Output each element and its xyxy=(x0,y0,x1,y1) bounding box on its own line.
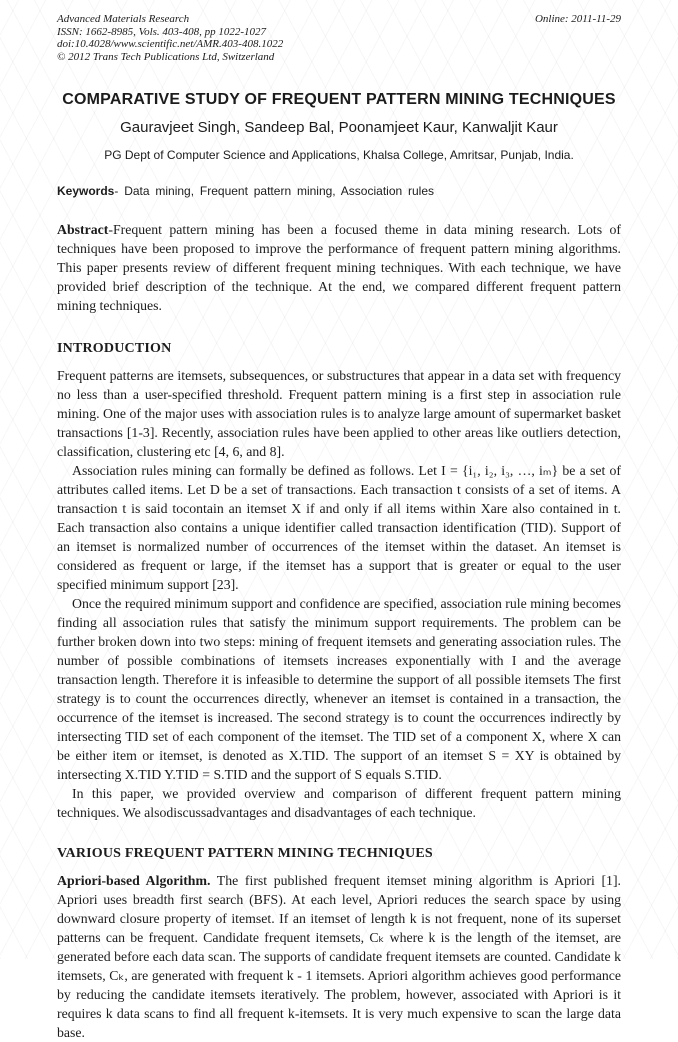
journal-name: Advanced Materials Research xyxy=(57,13,190,25)
intro-paragraph-1: Frequent patterns are itemsets, subsequences, or substructures that appear in a data set with frequency no less than a user-specified threshold. Frequent pattern mining is a first step in association rule mining. One of the major uses with association rules is to analyze large amount of supermarket basket transactions [1-3]. Recently, association rules have been applied to other areas like outliers detection, classification, clustering etc [4, 6, and 8]. xyxy=(57,368,621,459)
authors-line: Gauravjeet Singh, Sandeep Bal, Poonamjeet Kaur, Kanwaljit Kaur xyxy=(120,119,558,136)
keywords-line xyxy=(57,184,621,199)
affiliation-line: PG Dept of Computer Science and Applications, Khalsa College, Amritsar, Punjab, India. xyxy=(104,148,574,162)
keywords-text: - Data mining, Frequent pattern mining, Association rules xyxy=(114,184,435,198)
doi-line: doi:10.4028/www.scientific.net/AMR.403-408.1022 xyxy=(57,38,284,50)
apriori-paragraph xyxy=(57,871,621,1042)
journal-masthead xyxy=(57,13,621,63)
apriori-algorithm-label: Apriori-based Algorithm. xyxy=(57,873,211,888)
issn-volume-line: ISSN: 1662-8985, Vols. 403-408, pp 1022-1027 xyxy=(57,25,266,38)
abstract-label: Abstract xyxy=(57,222,109,237)
masthead-left-block xyxy=(57,13,283,63)
apriori-algorithm-text: The first published frequent itemset mining algorithm is Apriori [1]. Apriori uses breadth first search (BFS). At each level, Apriori reduces the search space by using downward closure property of itemset. If an itemset of length k is not frequent, none of its superset patterns can be frequent. Candidate frequent itemsets, Cₖ where k is the length of the itemset, are generated before each data scan. The supports of candidate frequent itemsets are counted. Candidate k itemsets, Cₖ, are generated with frequent k - 1 itemsets. Apriori algorithm achieves good performance by reducing the candidate itemsets iteratively. The problem, however, associated with Apriori is it requires k data scans to find all frequent k-itemsets. It is very much expensive to scan the large data base. xyxy=(57,873,621,1040)
section-heading-techniques: VARIOUS FREQUENT PATTERN MINING TECHNIQUES xyxy=(57,846,433,861)
section-heading-introduction: INTRODUCTION xyxy=(57,341,172,356)
copyright-line: © 2012 Trans Tech Publications Ltd, Switzerland xyxy=(57,50,275,63)
intro-paragraph-3: Once the required minimum support and confidence are specified, association rule mining becomes finding all association rules that satisfy the minimum support requirements. The problem can be further broken down into two steps: mining of frequent itemsets and generating association rules. The number of possible combinations of itemsets increases exponentially with I and the average transaction length. Therefore it is infeasible to determine the support of all possible itemsets The first strategy is to count the occurrences directly, whenever an itemset is contained in a transaction, the occurrence of the itemset is increased. The second strategy is to count the occurrences indirectly by intersecting TID set of each component of the itemset. The TID set of a component X, where X can be either item or itemset, is denoted as X.TID. The support of an itemset S = XY is obtained by intersecting X.TID Y.TID = S.TID and the support of S equals S.TID. xyxy=(57,596,622,782)
intro-paragraph-4: In this paper, we provided overview and comparison of different frequent pattern mining techniques. We alsodiscussadvantages and disadvantages of each technique. xyxy=(57,786,621,820)
abstract-text: -Frequent pattern mining has been a focused theme in data mining research. Lots of techniques have been proposed to improve the performance of frequent pattern mining algorithms. This paper presents review of different frequent mining techniques. With each technique, we have provided brief description of the technique. At the end, we compared different frequent pattern mining techniques. xyxy=(57,222,621,313)
abstract-paragraph xyxy=(57,220,621,315)
intro-paragraph-2: Association rules mining can formally be defined as follows. Let I = {i₁, i₂, i₃, …, iₘ} be a set of attributes called items. Let D be a set of transactions. Each transaction t consists of a set of items. A transaction t is said tocontain an itemset X if and only if all items within Xare also contained in t. Each transaction also contains a unique identifier called transaction identification (TID). Support of an itemset is normalized number of occurrences of the itemset within the dataset. An itemset is considered as frequent or large, if the itemset has a support that is greater or equal to the user specified minimum support [23]. xyxy=(57,463,621,592)
online-date: Online: 2011-11-29 xyxy=(534,13,621,25)
keywords-label: Keywords xyxy=(57,184,115,198)
paper-title: COMPARATIVE STUDY OF FREQUENT PATTERN MINING TECHNIQUES xyxy=(62,91,616,108)
